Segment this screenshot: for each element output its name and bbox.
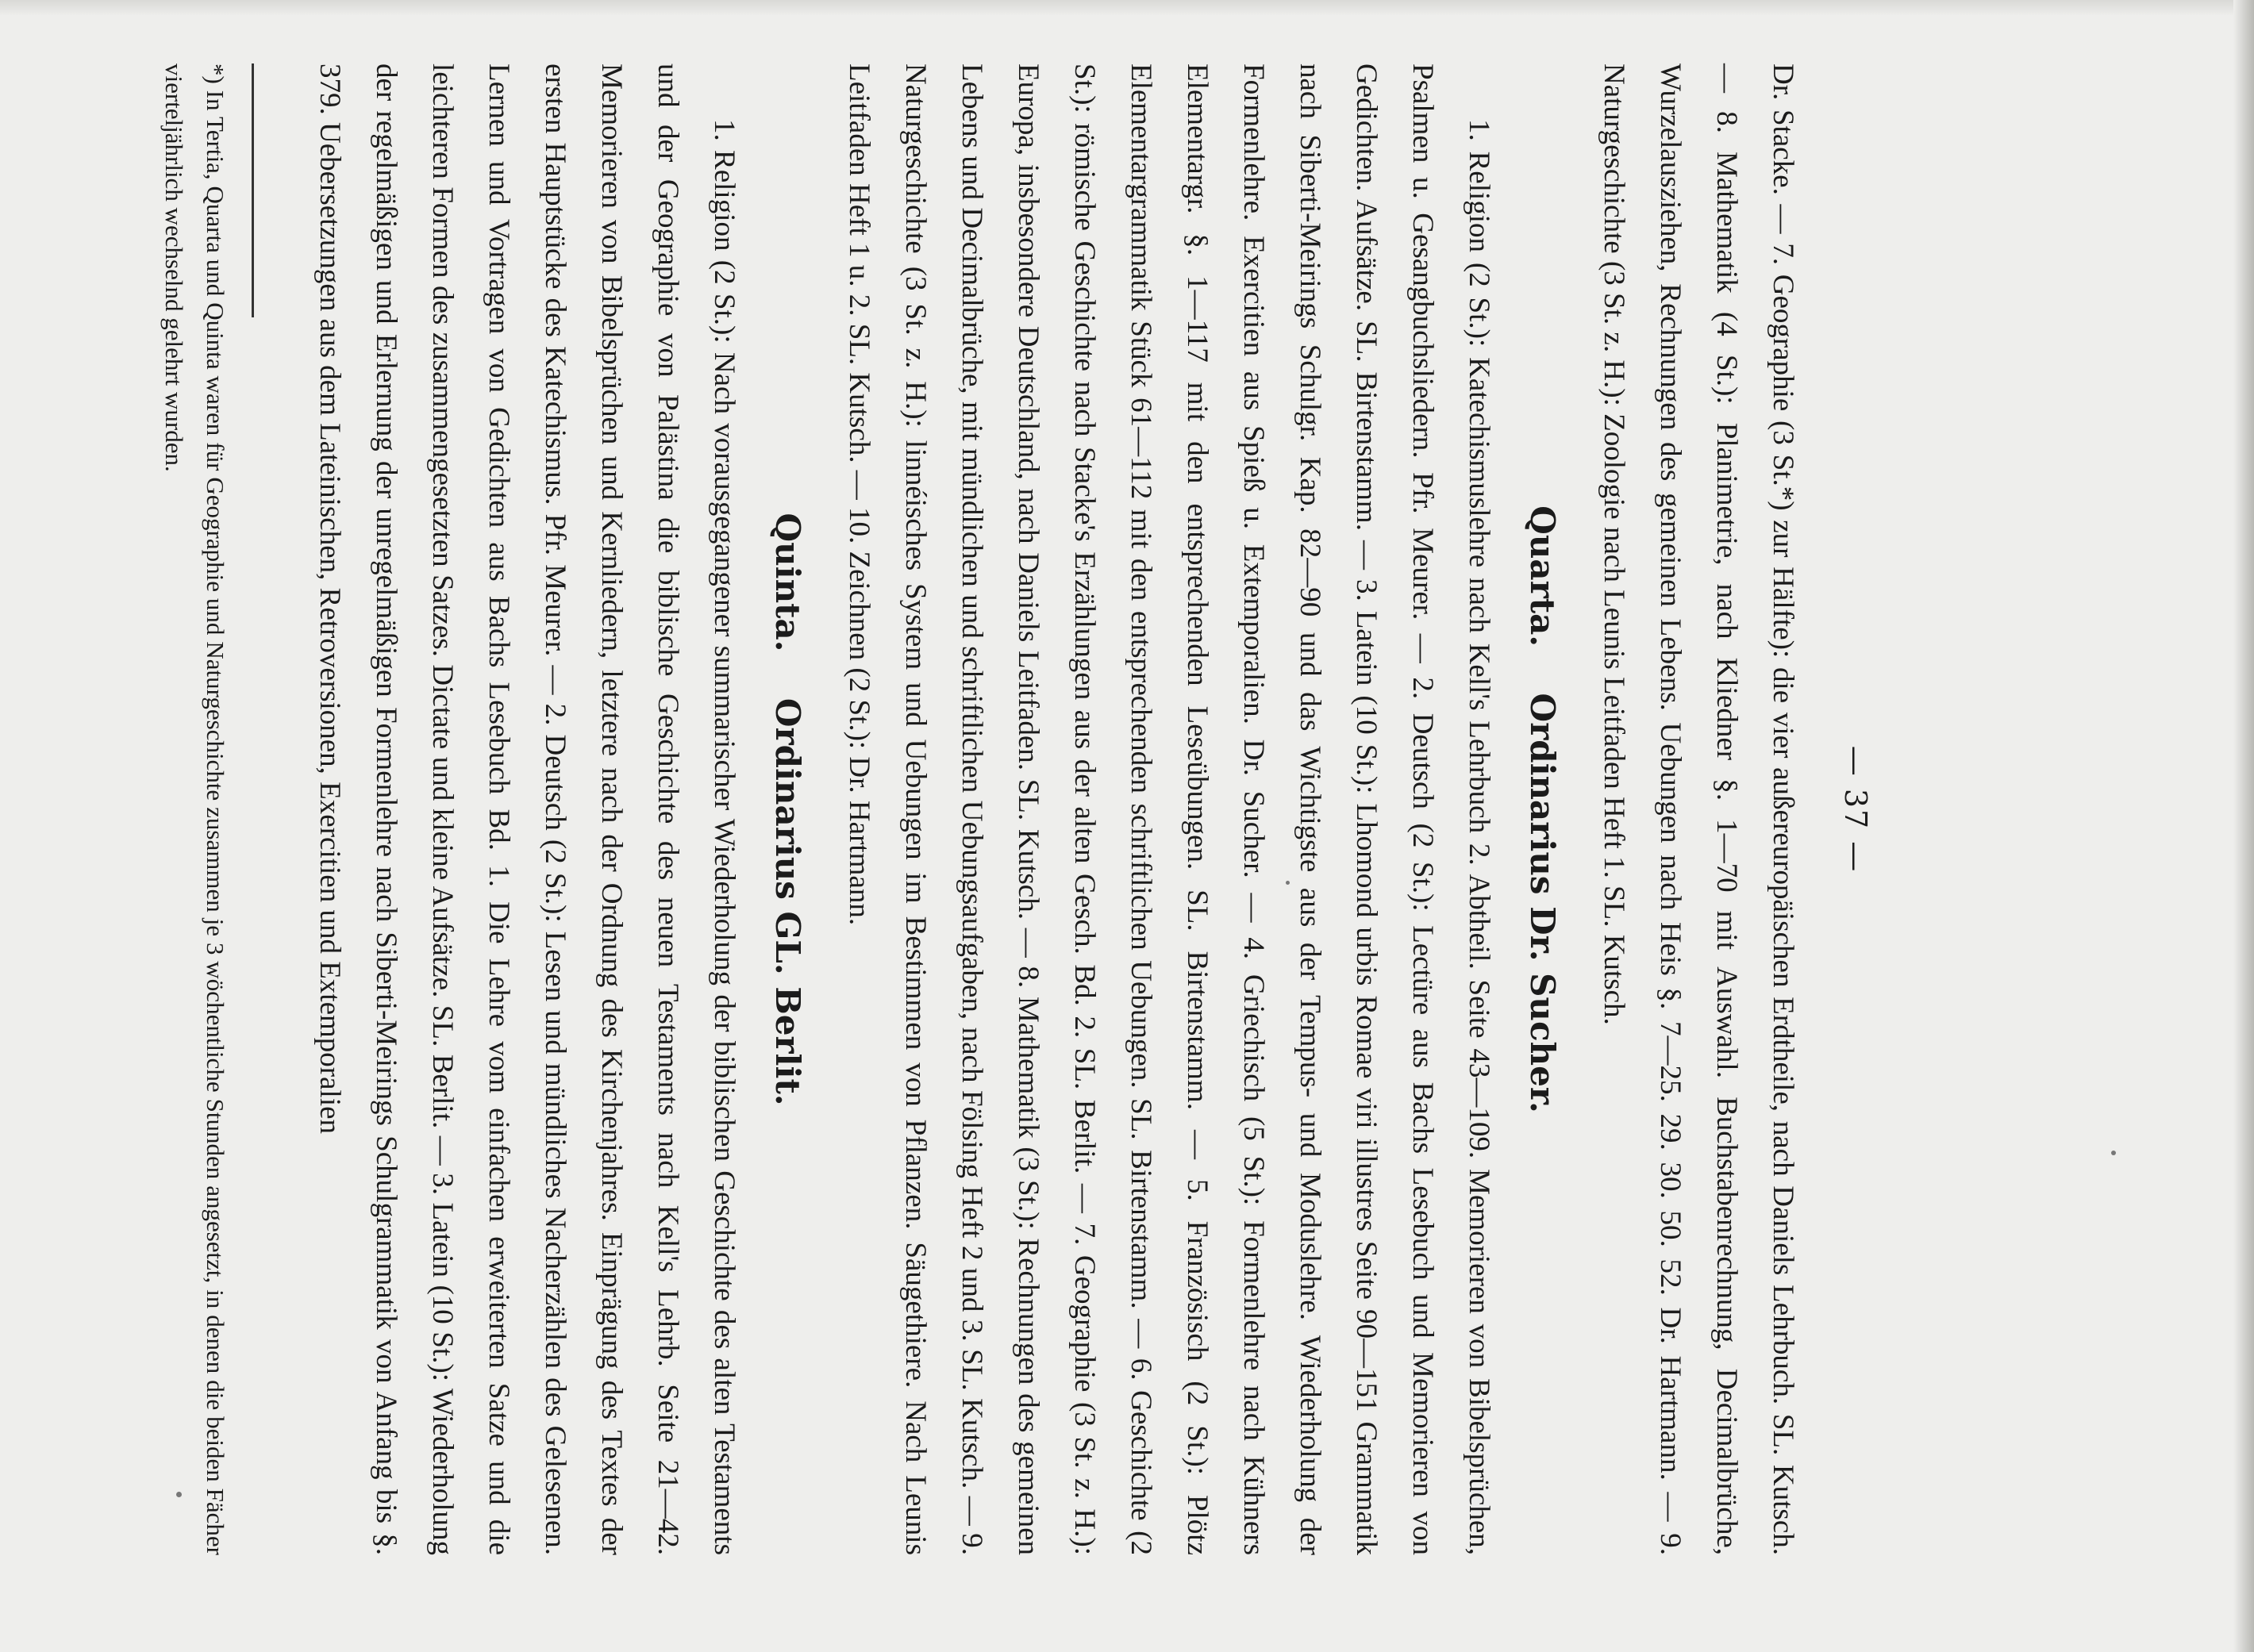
quarta-paragraph: 1. Religion (2 St.): Katechismuslehre nach Kell's Lehrbuch 2. Abtheil. Seite 43—109. Memorieren von Bibelsprüchen, Psalmen u. Gesangbuchsliedern. Pfr. Meurer. — 2. Deutsch (2 St.): Lectüre aus Bachs Lesebuch und Memorieren von Gedichten. Aufsätze. SL. Birtenstamm. — 3. Latein (10 St.): Lhomond urbis Romae viri illustres Seite 90—151 Grammatik nach Siberti-Meirings Schulgr. Kap. 82—90 und das Wichtigste aus der Tempus- und Moduslehre. Wiederholung der Formenlehre. Exercitien aus Spieß u. Extemporalien. Dr. Sucher. — 4. Griechisch (5 St.): Formenlehre nach Kühners Elementargr. §. 1—117 mit den entsprechenden Leseübungen. SL. Birtenstamm. — 5. Französisch (2 St.): Plötz Elementargrammatik Stück 61—112 mit den entsprechenden schriftlichen Uebungen. SL. Birtenstamm. — 6. Geschichte (2 St.): römische Geschichte nach Stacke's Erzählungen aus der alten Gesch. Bd. 2. SL. Berlit. — 7. Geographie (3 St. z. H.): Europa, insbesondere Deutschland, nach Daniels Leitfaden. SL. Kutsch. — 8. Mathematik (3 St.): Rechnungen des gemeinen Lebens und Decimalbrüche, mit mündlichen und schriftlichen Uebungsaufgaben, nach Fölsing Heft 2 und 3. SL. Kutsch. — 9. Naturgeschichte (3 St. z. H.): linnéisches System und Uebungen im Bestimmen von Pflanzen. Säugethiere. Nach Leunis Leitfaden Heft 1 u. 2. SL. Kutsch. — 10. Zeichnen (2 St.): Dr. Hartmann. [843, 63, 1495, 1555]
page-number: — 37 — [1838, 745, 1873, 874]
scan-speck [2111, 1151, 2116, 1155]
quinta-title: Quinta. [768, 513, 807, 652]
quarta-title: Quarta. [1523, 505, 1562, 647]
quinta-heading [768, 63, 807, 1555]
scan-edge [2233, 0, 2254, 1652]
quarta-heading [1523, 63, 1562, 1555]
scan-edge [0, 0, 2254, 16]
footnote: *) In Tertia, Quarta und Quinta waren für Geographie und Naturgeschichte zusammen je 3 wöchentliche Stunden angesetzt, in denen die beiden Fächer vierteljährlich wechselnd gelehrt wurden. [160, 63, 229, 1555]
quinta-paragraph: 1. Religion (2 St.): Nach vorausgegangener summarischer Wiederholung der biblischen Geschichte des alten Testaments und der Geographie von Palästina die biblische Geschichte des neuen Testaments nach Kell's Lehrb. Seite 21—42. Memorieren von Bibelsprüchen und Kernliedern, letztere nach der Ordnung des Kirchenjahres. Einprägung des Textes der ersten Hauptstücke des Katechismus. Pfr. Meurer. — 2. Deutsch (2 St.): Lesen und mündliches Nacherzählen des Gelesenen. Lernen und Vortragen von Gedichten aus Bachs Lesebuch Bd. 1. Die Lehre vom einfachen erweiterten Satze und die leichteren Formen des zusammengesetzten Satzes. Dictate und kleine Aufsätze. SL. Berlit. — 3. Latein (10 St.): Wiederholung der regelmäßigen und Erlernung der unregelmäßigen Formenlehre nach Siberti-Meirings Schulgrammatik von Anfang bis §. 379. Uebersetzungen aus dem Lateinischen, Retroversionen, Exercitien und Extemporalien [313, 63, 740, 1555]
footnote-rule [252, 63, 254, 317]
intro-paragraph: Dr. Stacke. — 7. Geographie (3 St.*) zur Hälfte): die vier außereuropäischen Erdtheile, nach Daniels Lehrbuch. SL. Kutsch. — 8. Mathematik (4 St.): Planimetrie, nach Kliedner §. 1—70 mit Auswahl. Buchstabenrechnung, Decimalbrüche, Wurzelausziehen, Rechnungen des gemeinen Lebens. Uebungen nach Heis §. 7—25. 29. 30. 50. 52. Dr. Hartmann. — 9. Naturgeschichte (3 St. z. H.): Zoologie nach Leunis Leitfaden Heft 1. SL. Kutsch. [1598, 63, 1799, 1555]
quinta-ordinarius: Ordinarius GL. Berlit. [768, 697, 807, 1106]
rotated-page [160, 63, 1873, 1555]
quarta-ordinarius: Ordinarius Dr. Sucher. [1523, 693, 1562, 1113]
